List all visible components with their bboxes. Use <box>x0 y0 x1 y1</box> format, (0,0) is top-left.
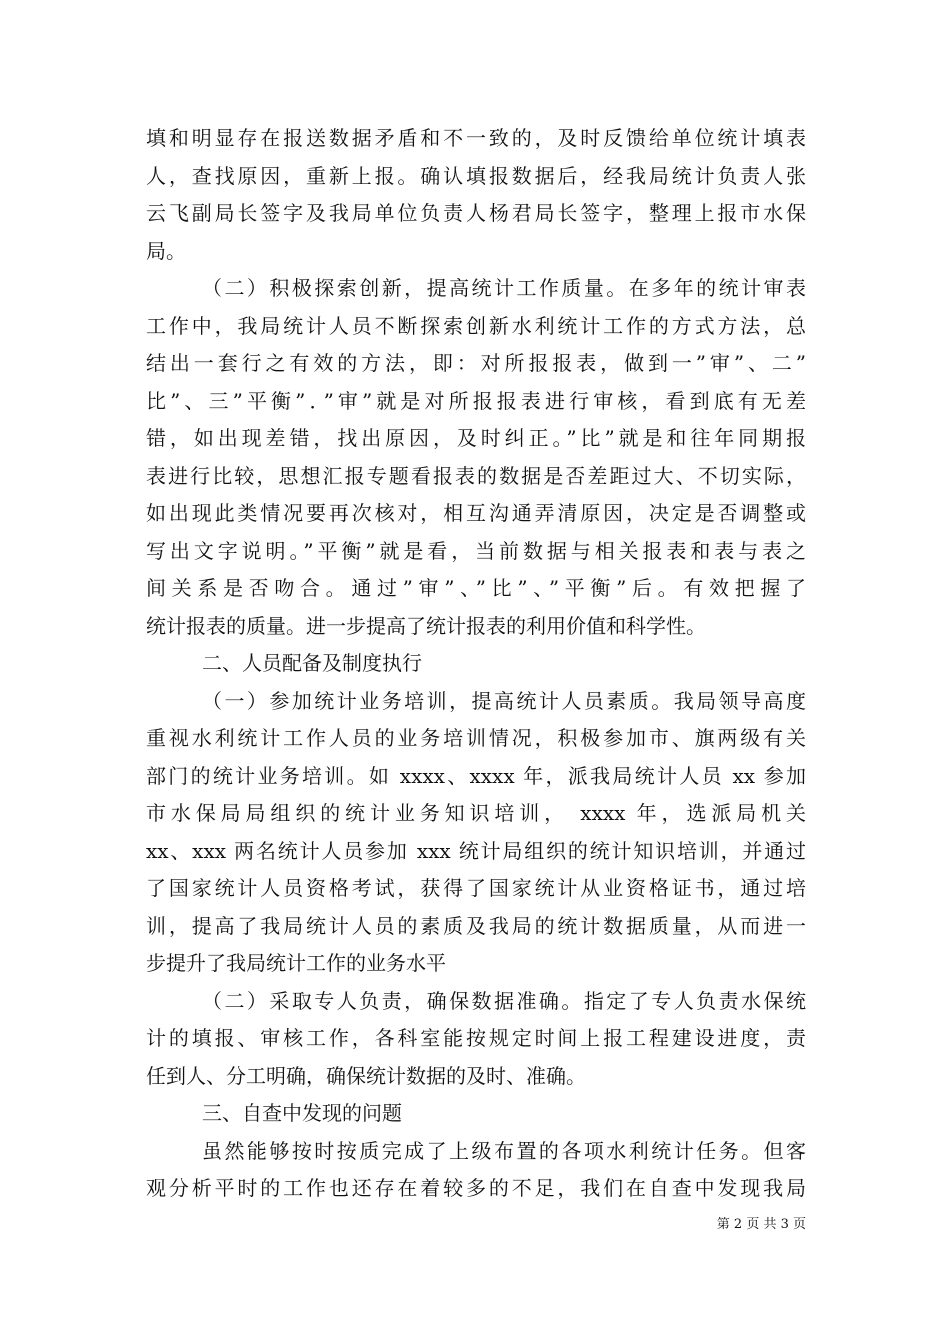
text-line: （一）参加统计业务培训，提高统计人员素质。我局领导高度 <box>202 688 806 713</box>
text-line: 工作中，我局统计人员不断探索创新水利统计工作的方式方法，总 <box>146 313 806 338</box>
text-line: 三、自查中发现的问题 <box>202 1101 402 1125</box>
text-line: 重视水利统计工作人员的业务培训情况，积极参加市、旗两级有关 <box>146 726 806 750</box>
text-line: 统计报表的质量。进一步提高了统计报表的利用价值和科学性。 <box>146 613 706 638</box>
text-line: 间关系是否吻合。通过”审”、”比”、”平衡”后。有效把握了 <box>146 576 806 600</box>
text-line: （二）积极探索创新，提高统计工作质量。在多年的统计审表 <box>202 276 806 300</box>
text-line: 二、人员配备及制度执行 <box>202 651 422 675</box>
text-line: 云飞副局长签字及我局单位负责人杨君局长签字，整理上报市水保 <box>146 201 806 225</box>
text-line: 计的填报、审核工作，各科室能按规定时间上报工程建设进度，责 <box>146 1026 806 1050</box>
text-line: 训，提高了我局统计人员的素质及我局的统计数据质量，从而进一 <box>146 913 806 938</box>
text-line: 步提升了我局统计工作的业务水平 <box>146 951 446 975</box>
text-line: 了国家统计人员资格考试，获得了国家统计从业资格证书，通过培 <box>146 876 806 900</box>
text-line: 比”、三”平衡”．”审”就是对所报报表进行审核，看到底有无差 <box>146 388 806 413</box>
text-line: 虽然能够按时按质完成了上级布置的各项水利统计任务。但客 <box>202 1138 806 1163</box>
text-line: xx、xxx 两名统计人员参加 xxx 统计局组织的统计知识培训，并通过 <box>146 838 806 863</box>
document-body <box>146 120 806 1208</box>
text-line: 任到人、分工明确，确保统计数据的及时、准确。 <box>146 1063 586 1088</box>
text-line: （二）采取专人负责，确保数据准确。指定了专人负责水保统 <box>202 988 806 1013</box>
text-line: 填和明显存在报送数据矛盾和不一致的，及时反馈给单位统计填表 <box>146 126 806 150</box>
text-line: 部门的统计业务培训。如 xxxx、xxxx 年，派我局统计人员 xx 参加 <box>146 763 806 788</box>
text-line: 结出一套行之有效的方法，即：对所报报表，做到一”审”、二” <box>146 351 806 375</box>
page-number: 第 2 页 共 3 页 <box>716 1217 806 1232</box>
text-line: 观分析平时的工作也还存在着较多的不足，我们在自查中发现我局 <box>146 1176 806 1200</box>
text-line: 局。 <box>146 238 186 263</box>
text-line: 写出文字说明。”平衡”就是看，当前数据与相关报表和表与表之 <box>146 538 806 563</box>
text-line: 如出现此类情况要再次核对，相互沟通弄清原因，决定是否调整或 <box>146 501 806 525</box>
text-line: 表进行比较，思想汇报专题看报表的数据是否差距过大、不切实际， <box>146 463 806 488</box>
text-line: 市水保局局组织的统计业务知识培训， xxxx 年，选派局机关 <box>146 801 806 825</box>
text-line: 错，如出现差错，找出原因，及时纠正。”比”就是和往年同期报 <box>146 426 806 450</box>
text-line: 人，查找原因，重新上报。确认填报数据后，经我局统计负责人张 <box>146 163 806 188</box>
